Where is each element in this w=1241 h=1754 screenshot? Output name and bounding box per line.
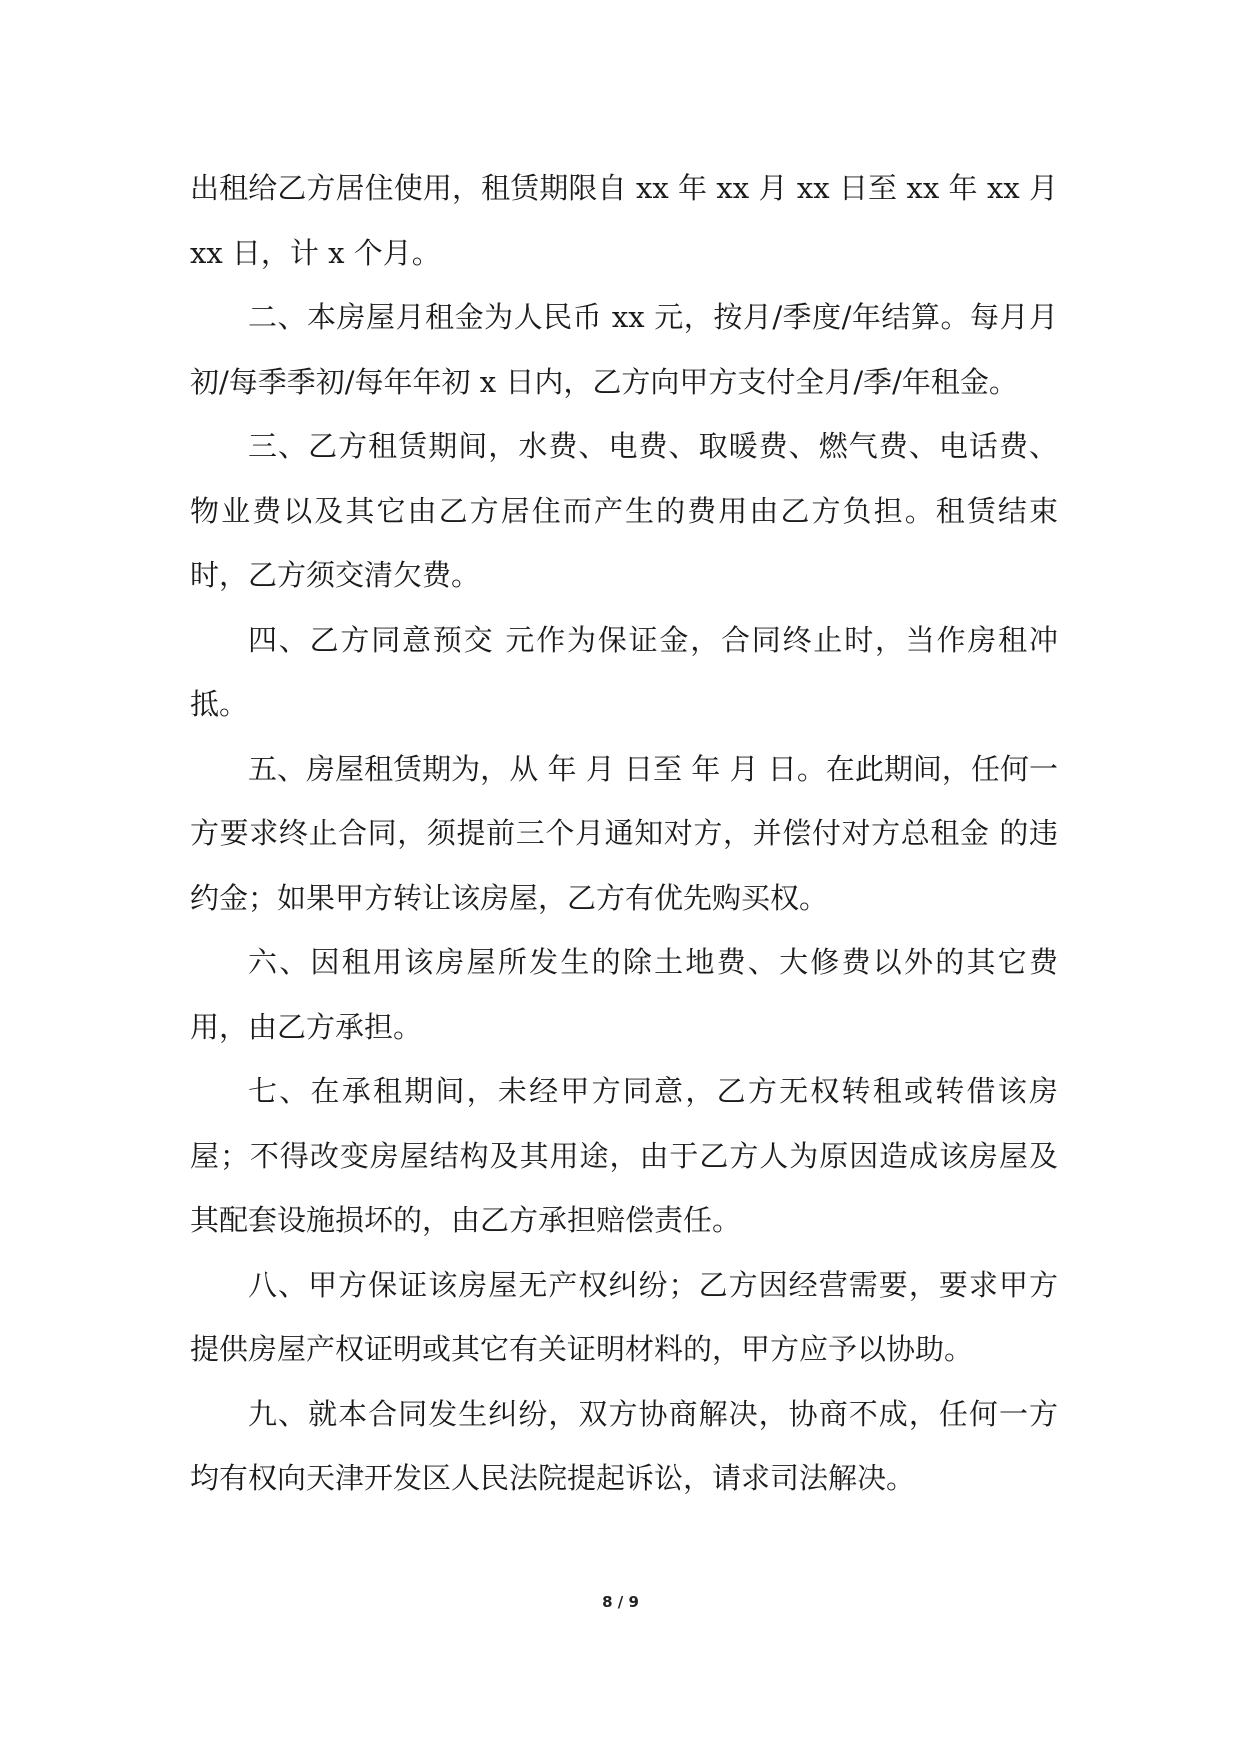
paragraph-clause-8: 八、甲方保证该房屋无产权纠纷；乙方因经营需要，要求甲方提供房屋产权证明或其它有关证明材料的，甲方应予以协助。: [190, 1267, 1058, 1366]
paragraph-lease-term: 出租给乙方居住使用，租赁期限自 xx 年 xx 月 xx 日至 xx 年 xx 月 xx 日，计 x 个月。: [190, 171, 1058, 270]
paragraph-clause-4: 四、乙方同意预交 元作为保证金，合同终止时，当作房租冲抵。: [190, 622, 1058, 721]
paragraph-clause-2: 二、本房屋月租金为人民币 xx 元，按月/季度/年结算。每月月初/每季季初/每年年初 x 日内，乙方向甲方支付全月/季/年租金。: [190, 300, 1058, 399]
paragraph-clause-9: 九、就本合同发生纠纷，双方协商解决，协商不成，任何一方均有权向天津开发区人民法院提起诉讼，请求司法解决。: [190, 1396, 1058, 1495]
paragraph-clause-3: 三、乙方租赁期间，水费、电费、取暖费、燃气费、电话费、物业费以及其它由乙方居住而产生的费用由乙方负担。租赁结束时，乙方须交清欠费。: [190, 429, 1058, 592]
page-number: 8 / 9: [602, 1593, 639, 1611]
paragraph-clause-7: 七、在承租期间，未经甲方同意，乙方无权转租或转借该房屋；不得改变房屋结构及其用途，由于乙方人为原因造成该房屋及其配套设施损坏的，由乙方承担赔偿责任。: [190, 1074, 1058, 1237]
paragraph-clause-5: 五、房屋租赁期为，从 年 月 日至 年 月 日。在此期间，任何一方要求终止合同，须提前三个月通知对方，并偿付对方总租金 的违约金；如果甲方转让该房屋，乙方有优先购买权。: [190, 751, 1058, 915]
paragraph-clause-6: 六、因租用该房屋所发生的除土地费、大修费以外的其它费用，由乙方承担。: [190, 945, 1058, 1044]
document-body: [190, 156, 1058, 1511]
